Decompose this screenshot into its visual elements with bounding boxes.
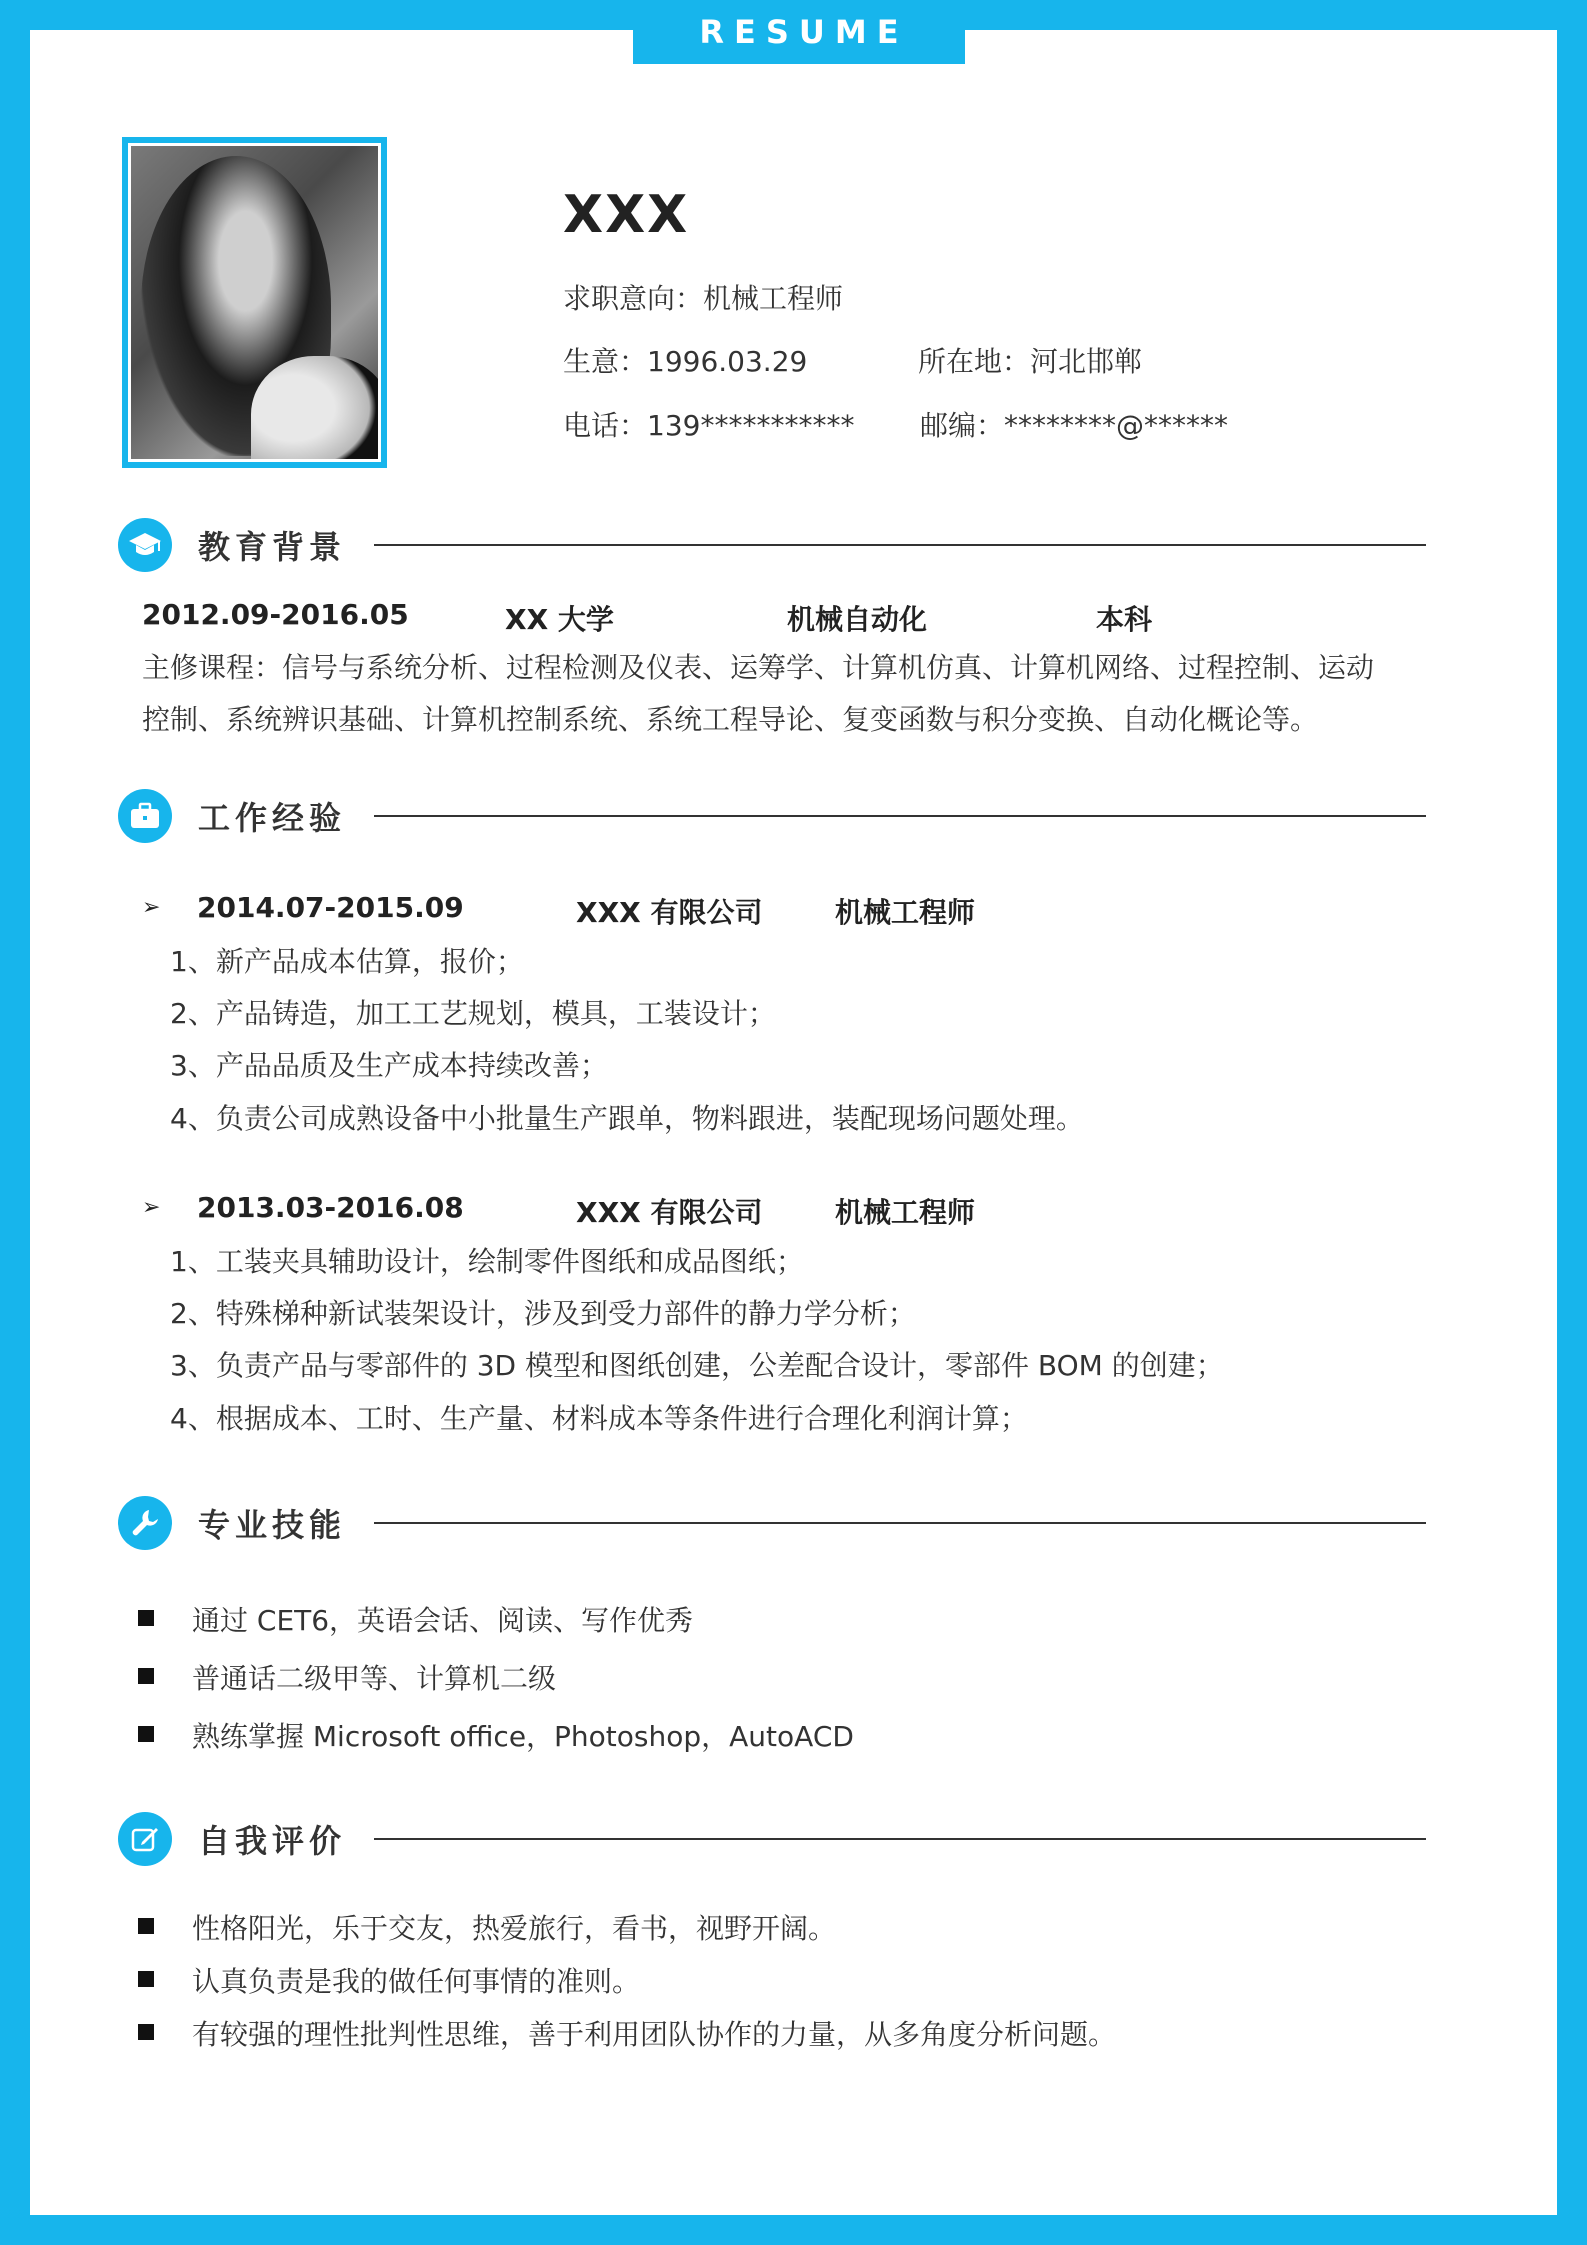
job-role: 机械工程师 (835, 896, 976, 929)
skill-item: 通过 CET6，英语会话、阅读、写作优秀 (192, 1604, 694, 1637)
job-role: 机械工程师 (835, 1196, 976, 1229)
job-company: XXX 有限公司 (576, 1196, 763, 1229)
section-divider (374, 815, 1426, 817)
job-period: 2013.03-2016.08 (197, 1191, 464, 1224)
edu-degree: 本科 (1096, 603, 1153, 636)
edu-courses-line-1: 主修课程：信号与系统分析、过程检测及仪表、运筹学、计算机仿真、计算机网络、过程控制、运动 (142, 651, 1375, 684)
section-work (118, 786, 1426, 846)
wrench-icon (118, 1496, 172, 1550)
section-title: 教育背景 (198, 528, 347, 566)
graduation-cap-icon (118, 518, 172, 572)
job-duty: 4、负责公司成熟设备中小批量生产跟单，物料跟进，装配现场问题处理。 (170, 1102, 1084, 1135)
job-company: XXX 有限公司 (576, 896, 763, 929)
square-bullet-icon (138, 1971, 154, 1987)
edu-courses-line-2: 控制、系统辨识基础、计算机控制系统、系统工程导论、复变函数与积分变换、自动化概论等。 (142, 703, 1319, 736)
job-duty: 4、根据成本、工时、生产量、材料成本等条件进行合理化利润计算； (170, 1402, 1028, 1435)
section-divider (374, 1522, 1426, 1524)
section-divider (374, 1838, 1426, 1840)
section-self-evaluation (118, 1809, 1426, 1869)
section-education (118, 515, 1426, 575)
phone: 电话：139*********** (563, 409, 855, 442)
square-bullet-icon (138, 2024, 154, 2040)
edu-major: 机械自动化 (787, 603, 928, 636)
job-objective: 求职意向：机械工程师 (563, 282, 844, 315)
location: 所在地：河北邯郸 (918, 345, 1143, 378)
candidate-name: XXX (563, 185, 690, 245)
job-duty: 3、负责产品与零部件的 3D 模型和图纸创建，公差配合设计，零部件 BOM 的创建； (170, 1349, 1224, 1382)
job-bullet: ➢ (142, 895, 161, 920)
section-skills (118, 1493, 1426, 1553)
square-bullet-icon (138, 1918, 154, 1934)
self-eval-item: 认真负责是我的做任何事情的准则。 (192, 1965, 641, 1998)
profile-photo (122, 137, 387, 468)
job-duty: 3、产品品质及生产成本持续改善； (170, 1049, 608, 1082)
job-duty: 1、工装夹具辅助设计，绘制零件图纸和成品图纸； (170, 1245, 804, 1278)
section-title: 工作经验 (198, 799, 347, 837)
skill-item: 普通话二级甲等、计算机二级 (192, 1662, 557, 1695)
job-period: 2014.07-2015.09 (197, 891, 464, 924)
self-eval-item: 有较强的理性批判性思维，善于利用团队协作的力量，从多角度分析问题。 (192, 2018, 1117, 2051)
skill-item: 熟练掌握 Microsoft office，Photoshop，AutoACD (192, 1720, 854, 1753)
self-eval-item: 性格阳光，乐于交友，热爱旅行，看书，视野开阔。 (192, 1912, 837, 1945)
section-divider (374, 544, 1426, 546)
email: 邮编：********@****** (920, 409, 1229, 442)
briefcase-icon (118, 789, 172, 843)
job-duty: 2、特殊梯种新试装架设计，涉及到受力部件的静力学分析； (170, 1297, 916, 1330)
birth-date: 生意：1996.03.29 (563, 345, 808, 378)
section-title: 专业技能 (198, 1506, 347, 1544)
job-duty: 1、新产品成本估算，报价； (170, 945, 524, 978)
resume-tab: RESUME (633, 0, 965, 64)
square-bullet-icon (138, 1726, 154, 1742)
job-duty: 2、产品铸造，加工工艺规划，模具，工装设计； (170, 997, 776, 1030)
square-bullet-icon (138, 1668, 154, 1684)
edu-school: XX 大学 (505, 603, 614, 636)
job-bullet: ➢ (142, 1195, 161, 1220)
square-bullet-icon (138, 1610, 154, 1626)
section-title: 自我评价 (198, 1822, 347, 1860)
edu-period: 2012.09-2016.05 (142, 598, 409, 631)
edit-icon (118, 1812, 172, 1866)
